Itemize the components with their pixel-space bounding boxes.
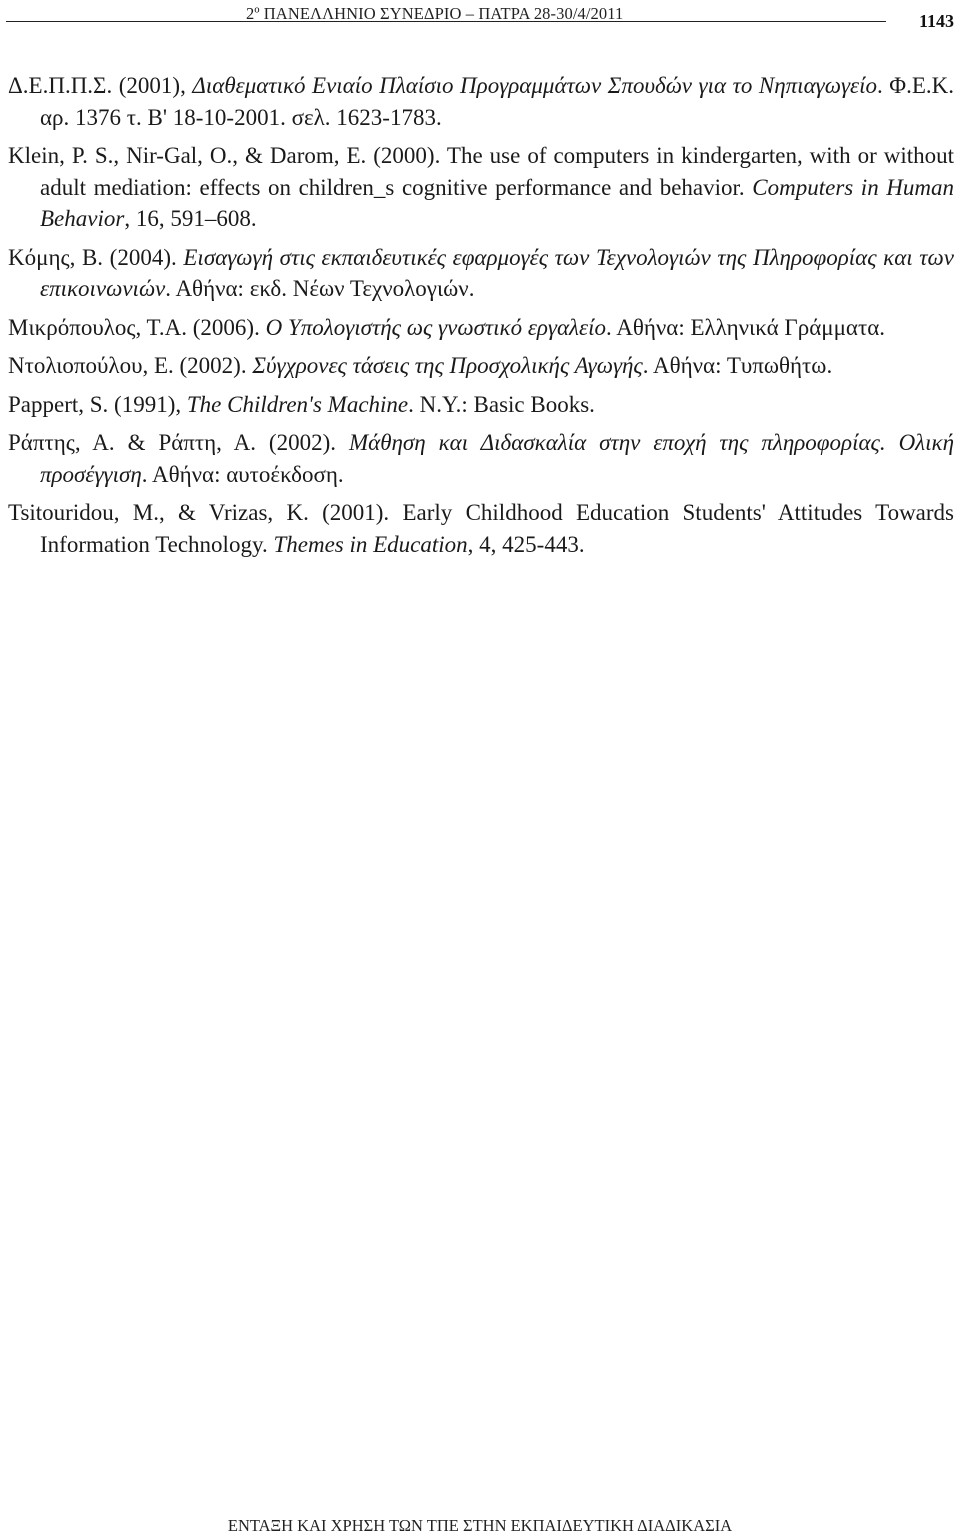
reference-text: , 4, 425-443.	[467, 531, 585, 557]
reference-text: Δ.Ε.Π.Π.Σ. (2001),	[8, 73, 193, 98]
reference-title: Themes in Education	[273, 531, 468, 557]
reference-text: Pappert, S. (1991),	[8, 391, 187, 417]
reference-text: . Αθήνα: Ελληνικά Γράμματα.	[605, 314, 885, 340]
reference-title: Εισαγωγή στις εκπαιδευτικές εφαρμογές των Τεχνολογιών της Πληροφορίας και των επικοινωνιών	[40, 244, 954, 301]
reference-text: Μικρόπουλος, Τ.Α. (2006).	[8, 314, 266, 340]
reference-entry	[8, 350, 954, 382]
header-rule	[6, 21, 886, 22]
reference-title: Διαθεματικό Ενιαίο Πλαίσιο Προγραμμάτων Σπουδών για το Νηπιαγωγείο	[192, 73, 877, 98]
reference-text: Klein, P. S., Nir-Gal, O., & Darom, E. (2000). The use of computers in kindergarten, with or without adult mediation: effects on children_s cognitive performance and behavior.	[8, 143, 954, 200]
reference-text: Ντολιοπούλου, Ε. (2002).	[8, 353, 253, 378]
reference-title: The Children's Machine	[186, 391, 409, 417]
reference-text: . Φ.Ε.Κ. αρ. 1376 τ. Β' 18-10-2001. σελ. 1623-1783.	[40, 73, 954, 130]
reference-text: Κόμης, Β. (2004).	[8, 244, 184, 270]
reference-text: Tsitouridou, M., & Vrizas, K. (2001). Early Childhood Education Students' Attitudes Towards Information Technology.	[8, 500, 954, 557]
reference-title: Ο Υπολογιστής ως γνωστικό εργαλείο	[265, 314, 606, 340]
reference-title: Σύγχρονες τάσεις της Προσχολικής Αγωγής	[252, 353, 643, 378]
reference-title: Μάθηση και Διδασκαλία στην εποχή της πληροφορίας. Ολική προσέγγιση	[40, 430, 954, 487]
reference-list	[8, 70, 954, 567]
page-number: 1143	[918, 11, 954, 31]
reference-text: . Αθήνα: αυτοέκδοση.	[141, 461, 344, 487]
reference-entry	[8, 242, 954, 305]
reference-text: . Αθήνα: Τυπωθήτω.	[642, 353, 833, 378]
reference-text: Ράπτης, Α. & Ράπτη, Α. (2002).	[8, 430, 349, 455]
reference-entry	[8, 140, 954, 235]
reference-entry	[8, 427, 954, 490]
reference-entry	[8, 70, 954, 133]
reference-text: , 16, 591–608.	[124, 206, 257, 231]
reference-entry	[8, 312, 954, 344]
reference-text: . N.Y.: Basic Books.	[408, 391, 595, 417]
running-header: 2º ΠΑΝΕΛΛΗΝΙΟ ΣΥΝΕΔΡΙΟ – ΠΑΤΡΑ 28-30/4/2011	[246, 4, 624, 23]
reference-title: Computers in Human Behavior	[40, 174, 954, 231]
reference-entry	[8, 497, 954, 560]
reference-text: . Αθήνα: εκδ. Νέων Τεχνολογιών.	[165, 276, 475, 301]
reference-entry	[8, 389, 954, 421]
running-footer: ΕΝΤΑΞΗ ΚΑΙ ΧΡΗΣΗ ΤΩΝ ΤΠΕ ΣΤΗΝ ΕΚΠΑΙΔΕΥΤΙΚΗ ΔΙΑΔΙΚΑΣΙΑ	[227, 1516, 733, 1535]
